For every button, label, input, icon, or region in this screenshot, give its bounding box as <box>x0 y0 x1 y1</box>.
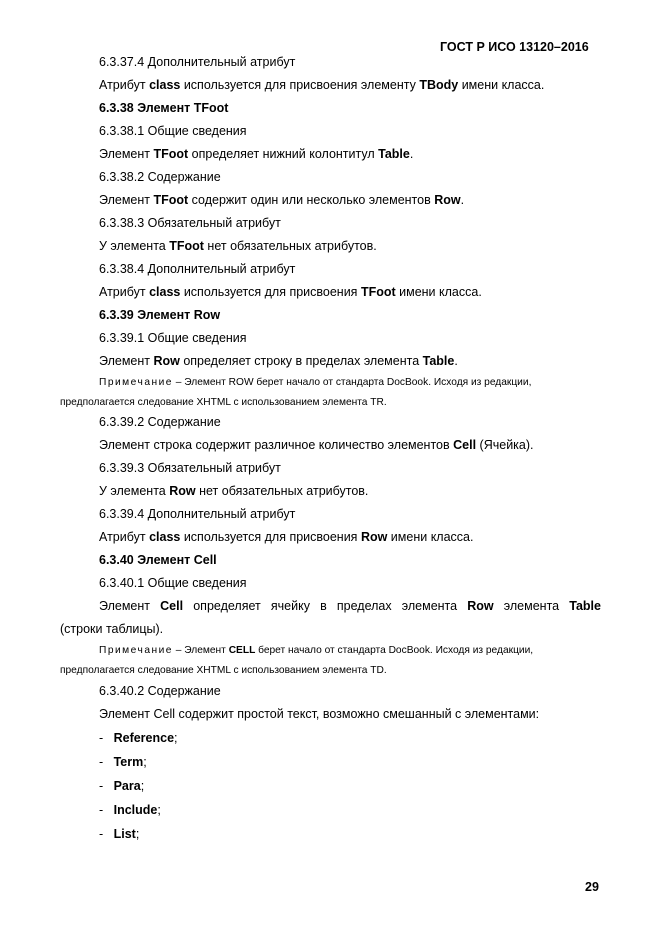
section-heading: 6.3.38.3 Обязательный атрибут <box>99 216 281 230</box>
section-heading: 6.3.40.1 Общие сведения <box>99 576 247 590</box>
paragraph-continuation: (строки таблицы). <box>60 622 164 636</box>
section-heading: 6.3.38 Элемент TFoot <box>99 101 229 115</box>
note: Примечание – Элемент CELL берет начало от стандарта DocBook. Исходя из редакции, <box>99 645 534 656</box>
list-item: - Reference; <box>99 731 178 745</box>
section-heading: 6.3.40 Элемент Cell <box>99 553 217 567</box>
paragraph: Элемент Row определяет строку в пределах элемента Table. <box>99 354 458 368</box>
paragraph: Атрибут class используется для присвоения TFoot имени класса. <box>99 285 482 299</box>
list-item: - List; <box>99 827 140 841</box>
section-heading: 6.3.38.2 Содержание <box>99 170 221 184</box>
section-heading: 6.3.40.2 Содержание <box>99 684 221 698</box>
section-heading: 6.3.39.3 Обязательный атрибут <box>99 461 281 475</box>
section-heading: 6.3.39.4 Дополнительный атрибут <box>99 507 296 521</box>
list-item: - Term; <box>99 755 147 769</box>
note-continuation: предполагается следование XHTML с использованием элемента TD. <box>60 665 387 676</box>
section-heading: 6.3.37.4 Дополнительный атрибут <box>99 55 296 69</box>
justified-paragraph: Элемент Cell определяет ячейку в пределах элемента Row элемента Table <box>99 599 601 613</box>
note-continuation: предполагается следование XHTML с использованием элемента TR. <box>60 397 387 408</box>
list-item: - Para; <box>99 779 145 793</box>
paragraph: Элемент Cell содержит простой текст, возможно смешанный с элементами: <box>99 707 540 721</box>
list-item: - Include; <box>99 803 161 817</box>
section-heading: 6.3.39 Элемент Row <box>99 308 221 322</box>
section-heading: 6.3.38.1 Общие сведения <box>99 124 247 138</box>
paragraph: Элемент TFoot определяет нижний колонтитул Table. <box>99 147 414 161</box>
page-number: 29 <box>585 880 599 894</box>
paragraph: У элемента TFoot нет обязательных атрибутов. <box>99 239 377 253</box>
paragraph: Элемент TFoot содержит один или несколько элементов Row. <box>99 193 465 207</box>
section-heading: 6.3.38.4 Дополнительный атрибут <box>99 262 296 276</box>
paragraph: Атрибут class используется для присвоения элементу TBody имени класса. <box>99 78 545 92</box>
paragraph: Элемент строка содержит различное количество элементов Cell (Ячейка). <box>99 438 534 452</box>
section-heading: 6.3.39.1 Общие сведения <box>99 331 247 345</box>
note: Примечание – Элемент ROW берет начало от стандарта DocBook. Исходя из редакции, <box>99 377 532 388</box>
section-heading: 6.3.39.2 Содержание <box>99 415 221 429</box>
document-header: ГОСТ Р ИСО 13120–2016 <box>440 40 589 54</box>
paragraph: Атрибут class используется для присвоения Row имени класса. <box>99 530 474 544</box>
paragraph: У элемента Row нет обязательных атрибутов. <box>99 484 369 498</box>
